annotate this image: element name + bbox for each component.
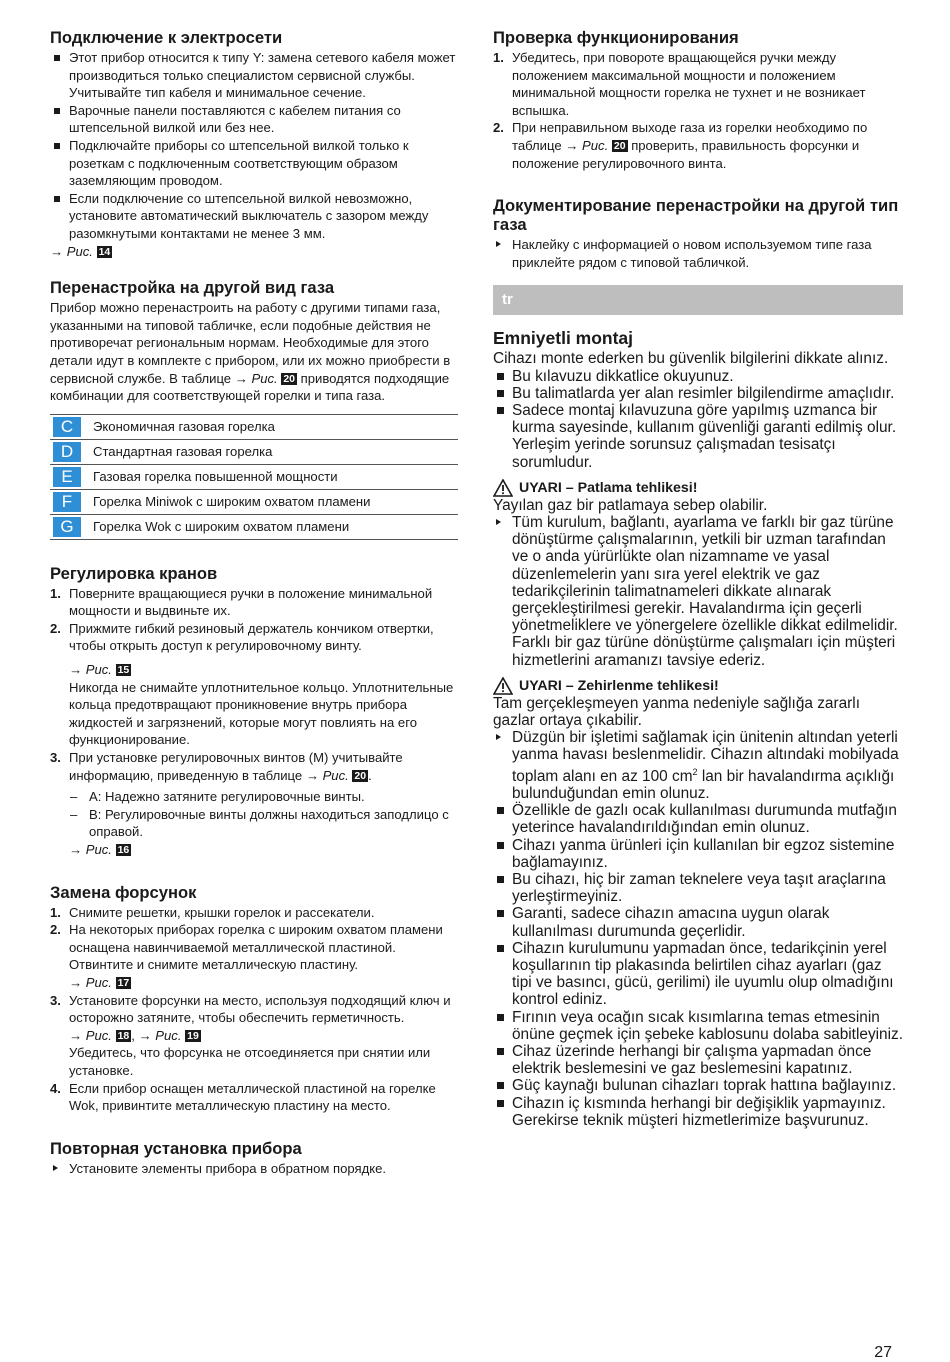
figure-tag: 19 bbox=[187, 1029, 199, 1042]
list-item: Fırının veya ocağın sıcak kısımlarına temas etmesinin önüne geçmek için şebeke kablosunu dolaba sabitleyiniz. bbox=[493, 1009, 903, 1043]
burner-description: Газовая горелка повышенной мощности bbox=[93, 469, 338, 485]
burner-row bbox=[50, 515, 458, 540]
list-item: Sadece montaj kılavuzuna göre yapılmış uzmanca bir kurma sayesinde, kullanım güvenliği garanti edilmiş olur. Yerleşim yerinde sorunsuz çalışmadan tesisatçı sorumludur. bbox=[493, 402, 903, 471]
warning-arrow-list bbox=[493, 729, 903, 802]
warning-heading: UYARI – Zehirlenme tehlikesi! bbox=[493, 677, 903, 695]
burner-description: Экономичная газовая горелка bbox=[93, 419, 275, 435]
figure-tag: 16 bbox=[117, 844, 130, 856]
list-item: 2. Прижмите гибкий резиновый держатель кончиком отвертки, чтобы открыть доступ к регулировочному винту. → Рис. 15 Никогда не снимайте уплотнительное кольцо. Уплотнительные кольца предотвращают проникновение внутрь прибора жидкостей и загрязнений, которые могут повлиять на его функционирование. bbox=[50, 620, 458, 749]
burner-letter: C bbox=[53, 417, 81, 437]
section-title-documentation: Документирование перенастройки на другой тип газа bbox=[493, 196, 899, 235]
burner-letter: D bbox=[53, 442, 81, 462]
adjustment-options bbox=[50, 788, 458, 841]
reinstallation-list bbox=[50, 1160, 458, 1178]
section-title-nozzle-replacement: Замена форсунок bbox=[50, 882, 197, 902]
function-check-steps bbox=[493, 49, 903, 172]
burner-row bbox=[50, 465, 458, 490]
list-item: Cihazın kurulumunu yapmadan önce, tedarikçinin yerel koşullarının tip plakasında belirtilen cihaz ayarları (gaz tipi ve basıncı, gücü, gerilimi) ile uyumlu olup olmadığını kontrol ediniz. bbox=[493, 940, 903, 1009]
list-item: Если подключение со штепсельной вилкой невозможно, установите автоматический выключатель с зазором между разомкнутыми контактами не менее 3 мм. bbox=[50, 190, 458, 243]
figure-reference: → Рис. 15 bbox=[69, 662, 130, 678]
list-item: Bu talimatlarda yer alan resimler bilgilendirme amaçlıdır. bbox=[493, 385, 903, 402]
section-title-reinstallation: Повторная установка прибора bbox=[50, 1138, 302, 1158]
right-column bbox=[493, 28, 903, 1129]
warning-intro: Tam gerçekleşmeyen yanma nedeniyle sağlığa zararlı gazlar ortaya çıkabilir. bbox=[493, 694, 860, 729]
list-item: Этот прибор относится к типу Y: замена сетевого кабеля может производиться только специалистом сервисной службы. Учитывайте тип кабеля и минимальное сечение. bbox=[50, 49, 458, 102]
list-item: – B: Регулировочные винты должны находиться заподлицо с оправой. bbox=[70, 806, 458, 841]
burner-letter: F bbox=[53, 492, 81, 512]
list-item: – A: Надежно затяните регулировочные винты. bbox=[70, 788, 458, 806]
section-title-function-check: Проверка функционирования bbox=[493, 28, 739, 47]
list-item: Cihazın iç kısmında herhangi bir değişiklik yapmayınız. Gerekirse teknik müşteri hizmetlerimize başvurunuz. bbox=[493, 1095, 903, 1129]
list-item: 2. При неправильном выходе газа из горелки необходимо по таблице → Рис. 20 проверить, правильность форсунки и положение регулировочного винта. bbox=[493, 120, 868, 171]
figure-tag: 20 bbox=[613, 139, 626, 152]
section-title-electrical: Подключение к электросети bbox=[50, 28, 283, 47]
list-item: Подключайте приборы со штепсельной вилкой только к розеткам с подключенным соответствующим образом заземляющим проводом. bbox=[50, 137, 458, 190]
list-item: 3. Установите форсунки на место, используя подходящий ключ и осторожно затяните, чтобы обеспечить герметичность. → Рис. 18 , → Рис. 19 Убедитесь, что форсунка не отсоединяется при снятии или установке. bbox=[50, 992, 458, 1080]
list-item: Düzgün bir işletimi sağlamak için ünitenin altından yeterli yanma havası beslenmelidir. Cihazın altındaki mobilyada toplam alanı en az 100 $cm^2$ lan bir havalandırma açıklığı bulunduğundan emin olunuz. bbox=[493, 729, 903, 802]
warning-heading: UYARI – Patlama tehlikesi! bbox=[493, 479, 903, 497]
warning-intro: Yayılan gaz bir patlamaya sebep olabilir. bbox=[493, 496, 768, 514]
page-number: 27 bbox=[874, 1344, 892, 1361]
burner-description: Стандартная газовая горелка bbox=[93, 444, 273, 460]
list-item: Güç kaynağı bulunan cihazları toprak hattına bağlayınız. bbox=[493, 1077, 903, 1094]
list-item: Cihaz üzerinde herhangi bir çalışma yapmadan önce elektrik beslemesini ve gaz beslemesini kapatınız. bbox=[493, 1043, 903, 1077]
list-item: Cihazı yanma ürünleri için kullanılan bir egzoz sistemine bağlamayınız. bbox=[493, 837, 903, 871]
warning-icon bbox=[493, 677, 513, 695]
list-item: 3. При установке регулировочных винтов (M) учитывайте информацию, приведенную в таблице → Рис. 20 . bbox=[50, 750, 403, 783]
valve-steps bbox=[50, 585, 458, 785]
gas-conversion-text: Прибор можно перенастроить на работу с другими типами газа, указанными на типовой табличке, если подобные действия не противоречат региональным нормам. Необходимые для этого детали идут в комплекте с прибором, или их можно приобрести в сервисной службе. В таблице → Рис. 20 приводятся подходящие комбинации для соответствующей горелки и типа газа. bbox=[50, 300, 451, 404]
list-item: Bu kılavuzu dikkatlice okuyunuz. bbox=[493, 368, 903, 385]
nozzle-steps bbox=[50, 904, 458, 1115]
burner-table bbox=[50, 414, 458, 540]
figure-reference: → Рис. 16 bbox=[69, 842, 130, 857]
documentation-list bbox=[493, 236, 903, 271]
list-item: Установите элементы прибора в обратном порядке. bbox=[50, 1160, 458, 1178]
list-item: 1. Убедитесь, при повороте вращающейся ручки между положением максимальной мощности и положением минимальной мощности горелка не тухнет и не возникает вспышка. bbox=[493, 50, 866, 118]
note-text: Убедитесь, что форсунка не отсоединяется при снятии или установке. bbox=[69, 1045, 431, 1078]
figure-tag: 14 bbox=[98, 245, 111, 258]
language-bar: tr bbox=[493, 285, 903, 315]
list-item: Tüm kurulum, bağlantı, ayarlama ve farklı bir gaz türüne dönüştürme çalışmalarının, yetkili bir uzman tarafından ve o anda yürürlükte olan nizamname ve yasal düzenlemelerin yanı sıra yerel elektrik ve gaz tedarikçilerinin talimatnameleri dikkate alınarak gerçekleştirilmesi gerekir. Havalandırma için geçerli yönetmeliklere ve yönergelere özellikle dikkat edilmelidir. Farklı bir gaz türüne dönüştürme çalışmaları için müşteri hizmetlerini aramanızı tavsiye ederiz. bbox=[493, 514, 903, 669]
burner-row bbox=[50, 415, 458, 440]
burner-row bbox=[50, 440, 458, 465]
section-title-valve-adjustment: Регулировка кранов bbox=[50, 563, 218, 583]
note-text: Никогда не снимайте уплотнительное кольцо. Уплотнительные кольца предотвращают проникновение внутрь прибора жидкостей и загрязнений, которые могут повлиять на его функционирование. bbox=[69, 679, 454, 748]
list-item: Bu cihazı, hiç bir zaman teknelere veya taşıt araçlarına yerleştirmeyiniz. bbox=[493, 871, 903, 905]
list-item: 2. На некоторых приборах горелка с широким охватом пламени оснащена навинчиваемой металлической пластиной. Отвинтите и снимите металлическую пластину. → Рис. 17 bbox=[50, 921, 458, 991]
figure-tag: 20 bbox=[354, 769, 367, 782]
safety-list bbox=[493, 368, 903, 471]
left-column bbox=[50, 28, 458, 1177]
figure-tag: 15 bbox=[117, 664, 130, 677]
warning-icon bbox=[493, 479, 513, 497]
electrical-list bbox=[50, 49, 458, 243]
list-item: 1. Поверните вращающиеся ручки в положение минимальной мощности и выдвиньте их. bbox=[50, 585, 433, 619]
list-item: Наклейку с информацией о новом используемом типе газа приклейте рядом с типовой табличкой. bbox=[493, 236, 903, 271]
burner-letter: G bbox=[53, 517, 81, 537]
warning-list bbox=[493, 514, 903, 669]
figure-reference: → Рис. 17 bbox=[69, 974, 130, 990]
section-title-safe-installation: Emniyetli montaj bbox=[493, 328, 634, 349]
list-item: Garanti, sadece cihazın amacına uygun olarak kullanılması durumunda geçerlidir. bbox=[493, 905, 903, 939]
section-title-gas-conversion: Перенастройка на другой вид газа bbox=[50, 278, 335, 298]
list-item: 1. Снимите решетки, крышки горелок и рассекатели. bbox=[50, 904, 375, 920]
burner-row bbox=[50, 490, 458, 515]
figure-reference: → Рис. 18 , → Рис. 19 bbox=[69, 1027, 199, 1043]
intro-text: Cihazı monte ederken bu güvenlik bilgilerini dikkate alınız. bbox=[493, 350, 889, 368]
figure-tag: 20 bbox=[283, 372, 295, 385]
burner-description: Горелка Wok с широким охватом пламени bbox=[93, 519, 350, 535]
list-item: 4. Если прибор оснащен металлической пластиной на горелке Wok, привинтите металлическую пластину на место. bbox=[50, 1080, 436, 1114]
burner-letter: E bbox=[53, 467, 81, 487]
figure-tag: 18 bbox=[117, 1029, 130, 1042]
list-item: Özellikle de gazlı ocak kullanılması durumunda mutfağın yeterince havalandırıldığından emin olunuz. bbox=[493, 802, 903, 836]
figure-reference: → Рис. 14 bbox=[50, 243, 111, 259]
figure-tag: 17 bbox=[117, 976, 130, 989]
list-item: Варочные панели поставляются с кабелем питания со штепсельной вилкой или без нее. bbox=[50, 102, 458, 137]
warning-bullet-list bbox=[493, 802, 903, 1129]
burner-description: Горелка Miniwok с широким охватом пламени bbox=[93, 494, 371, 510]
